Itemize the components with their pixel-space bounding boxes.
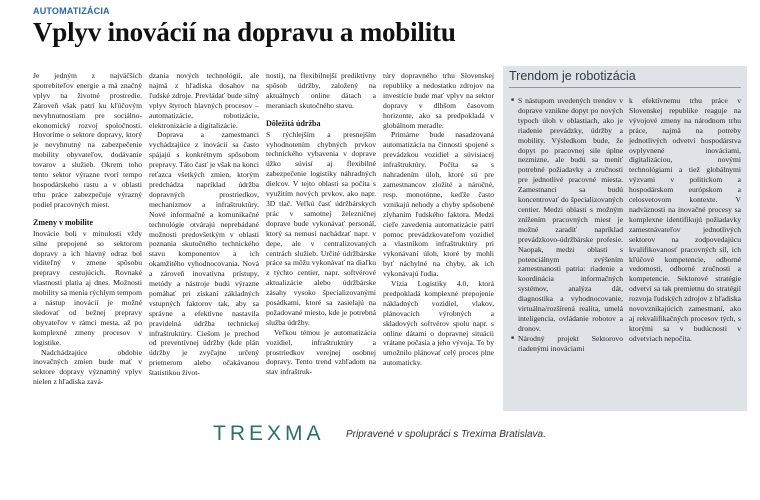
article-headline: Vplyv inovácií na dopravu a mobilitu [33,17,456,47]
paragraph: nosti), na flexibilnejší prediktívny spôsob údržby, založený na aktuálnych online dátach a meraniach skutočného stavu. [266,71,376,110]
trexima-logo [213,422,325,446]
logo-text-right: MA [285,422,325,445]
paragraph: dzania nových technológií, ale najmä z hľadiska dosahov na ľudské zdroje. Prevládať bude silný vplyv štyroch hlavných procesov – automatizácie, robotizácie, elektronizácie a digitalizácie. [149,71,259,130]
sidebar-column-1 [511,96,623,354]
paragraph: k efektívnemu trhu práce v Slovenskej republike reaguje na vývojové zmeny na národnom trhu práce, najmä na potreby jednotlivých odvetví hospodárstva ovplyvnené inováciami, digitalizáciou, novými technológiami a tiež globálnymi výzvami v politickom a hospodárskom európskom a celosvetovom kontexte. V nadväznosti na inovačné procesy sa komplexne identifikujú požiadavky zamestnávateľov jednotlivých sektorov na zodpovedajúcu kvalifikovanosť pracovných síl, ich kľúčové kompetencie, odborné vedomosti, odborné zručnosti a kompetencie. Sektorové stratégie odvetví sa tak premietnu do stratégií rozvoja ľudských zdrojov z hľadiska novovznikajúcich zamestnaní, ako aj rekvalifikačných procesov tých, s ktorými sa v budúcnosti v odvetviach nepočíta. [629,96,741,343]
paragraph: Je jedným z najväčších spotrebiteľov energie a má značný vplyv na životné prostredie. Zároveň však patrí ku kľúčovým nevyhnutnostiam pre sociálno-ekonomický rozvoj spoločnosti. Hovoríme o sektore dopravy, ktorý je nevyhnutný na zabezpečenie mobility obyvateľov, dodávanie tovarov a služieb. Okrem toho tento sektor výrazne tvorí tempo hospodárskeho rastu a v oblasti trhu práce zabezpečuje výrazný podiel pracovných miest. [33,71,142,209]
logo-text-left: TRE [213,422,267,445]
sidebar-box [503,66,747,411]
article-column-2 [149,71,259,378]
list-item: ■ Národný projekt Sektorovo riadenými inováciami [511,334,623,354]
paragraph: Veľkou témou je automatizácia vozidiel, infraštruktúry a prostriedkov verejnej osobnej dopravy. Tento trend vzhľadom na stav infraštruk- [266,327,376,377]
footer [0,422,760,452]
paragraph: Inovácie boli v minulosti vždy silne prepojené so sektorom dopravy a ich hlavný odraz bol viditeľný v zmene spôsobu prepravy cestujúcich. Rovnaké vlastnosti platia aj dnes. Možnosti mobility sa menia rýchlym tempom a nástup inovácií je možné sledovať od bežnej prepravy obyvateľov v rámci mesta, až po komplexné zmeny procesov v logistike. [33,228,142,347]
paragraph: Doprava a zamestnanci vychádzajúce z inovácií sa často spájajú s konkrétnym spôsobom prepravy. Táto časť je však na konci reťazca všetkých zmien, ktorým predchádza napríklad údržba dopravných prostriedkov, mechanizmov a infraštruktúry. Nové informačné a komunikačné technológie otvárajú neprebádané možnosti predovšetkým v oblasti poznania skutočného technického stavu komponentov a ich okamžitého vyhodnocovania. Nová a zároveň inovatívna prístupy, metódy a nástroje budú výrazne pomáhať pri získaní základných vstupných faktorov tak, aby sa správne a efektívne nastavila pravidelná údržba technickej infraštruktúry. Ciešom je prechod od preventívnej údržby (kde plán údržby je zvyčajne určený priemerom alebo očakávanou štatistikou život- [149,130,259,378]
list-item: ■ S nástupom uvedených trendov v doprave vznikne dopyt po nových typoch úloh v oblastiach, ako je riadenie prevádzky, údržby a mobility. Výsledkom bude, že dopyt po pracovnej sile úplne nezmizne, ale budú sa meniť potrebné požiadavky a zručnosti pre jednotlivé pracovné miesta. Zamestnanci sa budú koncentrovať do špecializovaných centier. Medzi oblasti s možným znížením pracovných miest je možné zaradiť napríklad prevádzkovo-údržbárske profesie. Naopak, medzi oblasti s potenciálnym zvýšením zamestnanosti patria: riadenie a koordinácia informačných systémov, analýza dát, diagnostika a vyhodnocovanie, virtuálna/rozšírená realita, umelá inteligencia, ovládanie robotov a dronov. [511,96,623,334]
sidebar-column-2 [629,96,741,344]
paragraph: Nadchádzajúce obdobie inovačných zmien bude mať v sektore dopravy významný vplyv nielen z hľadiska zavá- [33,347,142,387]
paragraph: Primárne bude nasadzovaná automatizácia na činnosti spojené s prevádzkou vozidiel a súvisiacej infraštruktúry. Počíta sa s nahradením úloh, ktoré sú pre zamestnancov zložité a náročné, resp. monotónne, keďže často vznikajú nehody a chyby spôsobené zlyhaním ľudského faktora. Medzi cieľe zavedenia automatizácie patrí pomoc prevádzkovateľom vozidiel a vlastníkom infraštruktúry pri vykonávaní úloh, ktoré by mohli byť náchylné na chyby, ak ich vykonávajú ľudia. [383,130,494,279]
article-column-4 [383,71,494,368]
section-kicker: AUTOMATIZÁCIA [33,6,110,16]
sidebar-title: Trendom je robotizácia [509,69,636,83]
subheading: Dôležitá údržba [266,118,321,128]
footer-note: Pripravené v spolupráci s Trexima Bratislava. [346,429,546,440]
article-column-3 [266,71,376,377]
paragraph: Vízia Logistiky 4.0, ktorá predpokladá komplexné prepojenie nákladných vozidiel, vlakov, plánovacích výrobných a skladových softvérov spolu napr. s online dátami o dopravnej situácii vrátane počasia a jeho vývoja. To by umožnilo plánovať celý proces plne automaticky. [383,279,494,368]
logo-x-mark: X [267,422,286,445]
subheading: Zmeny v mobilite [33,217,93,227]
paragraph: túry dopravného trhu Slovenskej republiky a nedostatku zdrojov na investície bude mať vplyv na sektor dopravy v dlhšom časovom horizonte, ako sa predpokladá v globálnom meradle. [383,71,494,130]
paragraph: S rýchlejším a presnejším vyhodnotením chybných prvkov technického vybavenia v doprave úžko súvisí aj flexibilné zabezpečenie logistiky náhradných dielcov. V tejto oblasti sa počíta s využitím nových prvkov, ako napr. 3D tlač. Veľkú časť údržbárskych prác v samotnej železničnej doprave bude vykonávať personál, ktorý sa nemusí nachádzať napr. v depe, ale v centralizovaných centrách služieb. Určité údržbárske práce sa môžu vykonávať na diaľku z týchto centier, napr. softvérové aktualizácie alebo údržbárske zásahy vysoko špecializovanými posádkami, ktoré sa zasielajú na požadované miesto, kde je potrebná služba údržby. [266,129,376,327]
sidebar-divider [509,87,741,88]
article-column-1 [33,71,142,387]
sidebar-bullet-list [511,96,623,354]
